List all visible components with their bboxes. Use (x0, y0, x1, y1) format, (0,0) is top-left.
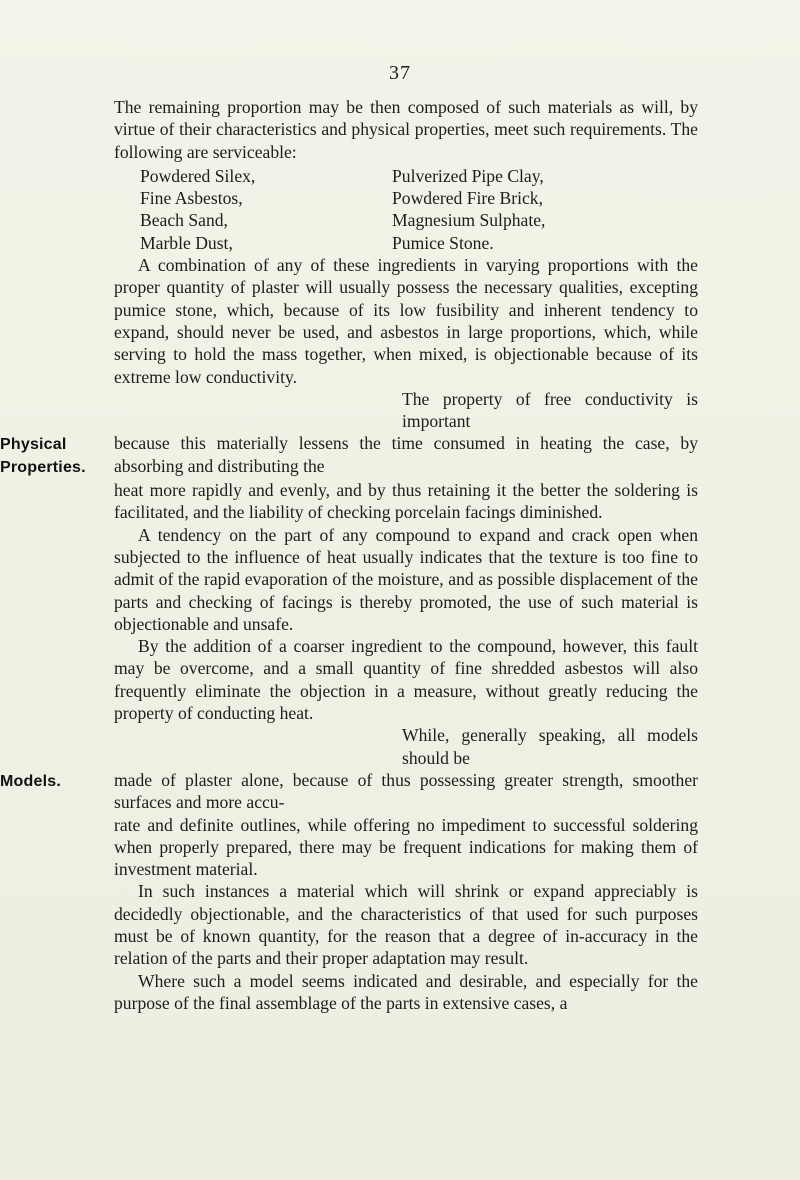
material-item: Powdered Fire Brick, (392, 188, 543, 209)
physical-lead-line: The property of free conductivity is important (402, 388, 698, 432)
models-side-text: made of plaster alone, because of thus possessing greater strength, smoother surfaces and more accu- (114, 769, 698, 813)
material-item: Pumice Stone. (392, 232, 494, 253)
material-item: Pulverized Pipe Clay, (392, 165, 544, 186)
models-lead-line: While, generally speaking, all models should be (402, 725, 698, 768)
material-item: Fine Asbestos, (140, 188, 243, 209)
physical-rest: heat more rapidly and evenly, and by thus retaining it the better the soldering is facilitated, and the liability of checking porcelain facings diminished. (114, 480, 698, 523)
models-rest: rate and definite outlines, while offering no impediment to successful soldering when properly prepared, there may be frequent indications for making them of investment material. (114, 814, 698, 880)
instances-paragraph: In such instances a material which will shrink or expand appreciably is decidedly objectionable, and the characteristics of that used for such purposes must be of known quantity, for the reason that a degree of in-accuracy in the relation of the parts and their proper adaptation may result. (114, 881, 698, 969)
material-item: Marble Dust, (140, 232, 233, 253)
where-paragraph: Where such a model seems indicated and desirable, and especially for the purpose of the final assemblage of the parts in extensive cases, a (114, 970, 698, 1013)
body-text (0, 96, 698, 1014)
materials-list (140, 165, 698, 254)
physical-properties-block (0, 432, 698, 479)
combination-paragraph: A combination of any of these ingredients in varying proportions with the proper quantity of plaster will usually possess the necessary qualities, excepting pumice stone, which, because of its low fusibility and inherent tendency to expand, should never be used, and asbestos in large proportions, which, while serving to hold the mass together, when mixed, is objectionable because of its extreme low conductivity. (114, 255, 698, 387)
sidehead-models: Models. (0, 772, 61, 790)
page-number: 37 (389, 62, 411, 84)
physical-side-text: because this materially lessens the time consumed in heating the case, by absorbing and distributing the (114, 433, 698, 476)
intro-paragraph: The remaining proportion may be then composed of such materials as will, by virtue of their characteristics and physical properties, meet such requirements. The following are serviceable: (114, 97, 698, 162)
material-item: Powdered Silex, (140, 165, 256, 186)
models-block (0, 769, 698, 814)
sidehead-physical-properties: Physical Properties. (0, 436, 86, 476)
material-item: Magnesium Sulphate, (392, 210, 546, 231)
coarser-paragraph: By the addition of a coarser ingredient to the compound, however, this fault may be overcome, and a small quantity of fine shredded asbestos will also frequently eliminate the objection in a measure, without greatly reducing the property of conducting heat. (114, 636, 698, 724)
material-item: Beach Sand, (140, 210, 228, 231)
tendency-paragraph: A tendency on the part of any compound to expand and crack open when subjected to the influence of heat usually indicates that the texture is too fine to admit of the rapid evaporation of the moisture, and as possible displacement of the parts and checking of facings is thereby promoted, the use of such material is objectionable and unsafe. (114, 524, 698, 634)
